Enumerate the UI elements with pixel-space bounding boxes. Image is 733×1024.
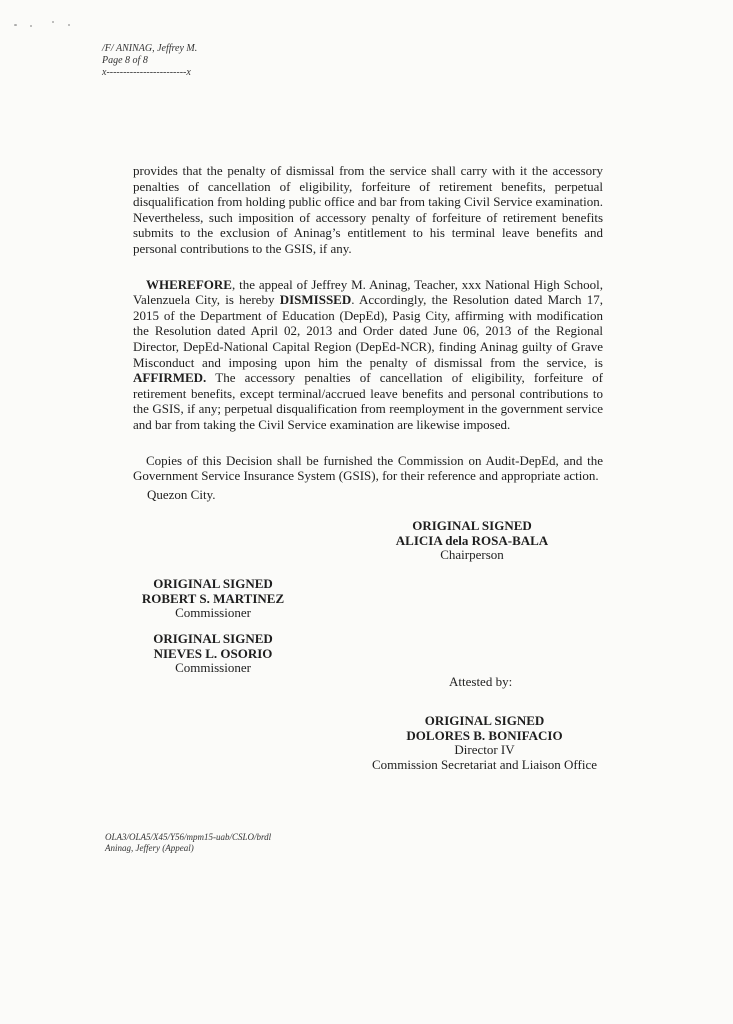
signatory-title: Chairperson xyxy=(440,547,504,562)
decision-body xyxy=(133,163,603,484)
dismissed-keyword: DISMISSED xyxy=(279,292,352,308)
wherefore-keyword: WHEREFORE xyxy=(146,276,232,292)
signatory-name: ALICIA dela ROSA-BALA xyxy=(395,532,549,548)
scan-speck xyxy=(14,24,17,26)
signature-block-chairperson xyxy=(362,519,582,563)
wherefore-text-c: The accessory penalties of cancellation of eligibility, forfeiture of retirement benefits, except terminal/accrued leave benefits and personal contributions to the GSIS, if any; perpetual disqualification from reemployment in the government service and bar from taking the Civil Service examination are likewise imposed. xyxy=(133,370,603,432)
scan-speck xyxy=(68,24,70,26)
signatory-name: ROBERT S. MARTINEZ xyxy=(141,590,285,606)
signatory-title: Commissioner xyxy=(175,605,251,620)
affirmed-keyword: AFFIRMED. xyxy=(133,370,207,386)
wherefore-text-a: , the appeal of Jeffrey M. Aninag, Teacher, xxx National High School, Valenzuela City, is hereby xyxy=(133,276,603,308)
attested-by-label: Attested by: xyxy=(449,674,513,689)
signed-label: ORIGINAL SIGNED xyxy=(153,631,273,646)
signatory-title: Director IV xyxy=(454,742,515,757)
signatory-name: NIEVES L. OSORIO xyxy=(153,645,273,661)
wherefore-text-b: . Accordingly, the Resolution dated March 17, 2015 of the Department of Education (DepEd), Pasig City, affirming with modification the Resolution dated April 02, 2013 and Order dated June 06, 2013 of the Regional Director, DepEd-National Capital Region (DepEd-NCR), finding Aninag guilty of Grave Misconduct and imposing upon him the penalty of dismissal from the service, is xyxy=(133,292,603,370)
reference-footer xyxy=(105,832,271,854)
signature-block-osorio xyxy=(118,632,308,676)
place-of-issue: Quezon City. xyxy=(147,487,216,502)
signatory-name: DOLORES B. BONIFACIO xyxy=(406,727,563,743)
signatory-title: Commissioner xyxy=(175,660,251,675)
header-case-title: /F/ ANINAG, Jeffrey M. xyxy=(102,43,198,54)
paragraph-wherefore xyxy=(133,277,603,433)
signed-label: ORIGINAL SIGNED xyxy=(153,576,273,591)
case-reference: Aninag, Jeffery (Appeal) xyxy=(105,843,194,853)
scan-speck xyxy=(30,25,32,27)
scan-speck xyxy=(52,21,54,23)
signature-block-director xyxy=(362,714,607,772)
signed-label: ORIGINAL SIGNED xyxy=(412,518,532,533)
paragraph-penalty: provides that the penalty of dismissal from the service shall carry with it the accessory penalties of cancellation of eligibility, forfeiture of retirement benefits, perpetual disqualification from holding public office and bar from taking Civil Service examination. Nevertheless, such imposition of accessory penalty of forfeiture of retirement benefits submits to the exclusion of Aninag’s entitlement to his terminal leave benefits and personal contributions to the GSIS, if any. xyxy=(133,163,603,256)
signatory-office: Commission Secretariat and Liaison Office xyxy=(371,756,598,772)
signature-block-martinez xyxy=(118,577,308,621)
reference-code: OLA3/OLA5/X45/Y56/mpm15-uab/CSLO/brdl xyxy=(105,832,272,842)
signed-label: ORIGINAL SIGNED xyxy=(424,713,545,728)
page-header xyxy=(102,43,197,79)
header-page-number: Page 8 of 8 xyxy=(102,55,148,66)
paragraph-copies: Copies of this Decision shall be furnished the Commission on Audit-DepEd, and the Government Service Insurance System (GSIS), for their reference and appropriate action. xyxy=(133,452,603,484)
header-rule: x------------------------x xyxy=(102,67,191,78)
